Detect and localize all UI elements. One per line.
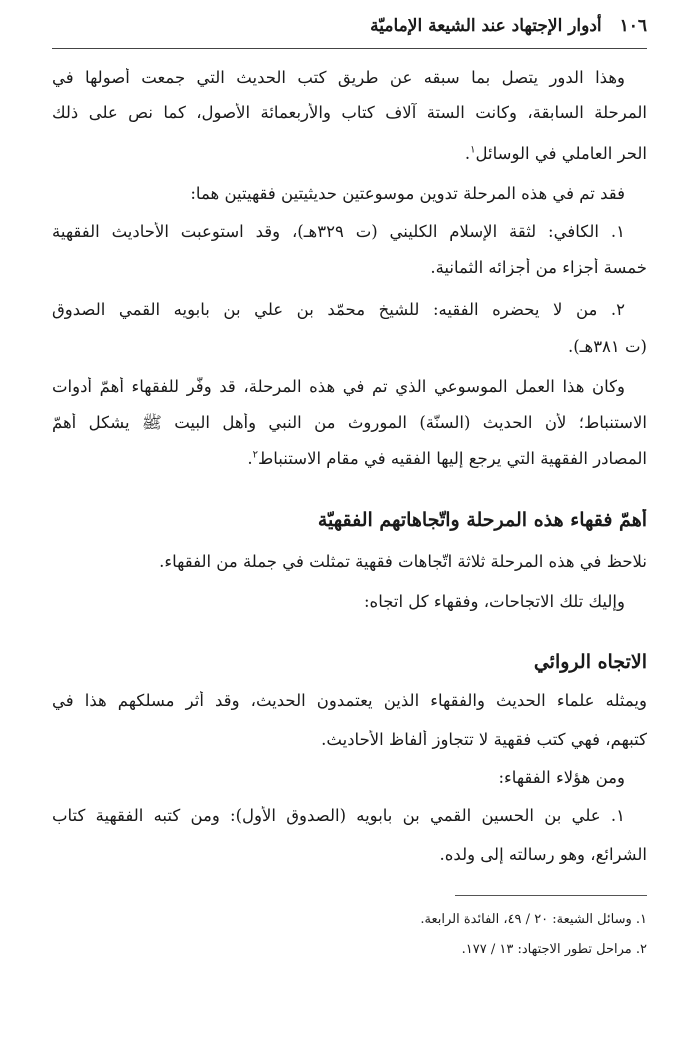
p3-line-1: وكان هذا العمل الموسوعي الذي تم في هذه المرحلة، قد وفّر للفقهاء أهمّ أدوات <box>52 377 625 396</box>
subsection-heading: الاتجاه الروائي <box>533 651 647 673</box>
p7: ومن هؤلاء الفقهاء: <box>498 768 625 787</box>
item2-line-1: ٢. من لا يحضره الفقيه: للشيخ محمّد بن علي بن بابويه القمي الصدوق <box>52 300 625 319</box>
item1-line-2: خمسة أجزاء من أجزائه الثمانية. <box>430 258 647 277</box>
p1-line-2: المرحلة السابقة، وكانت الستة آلاف كتاب والأربعمائة الأصول، كما نص على ذلك <box>52 103 647 122</box>
p1-line-3-text: الحر العاملي في الوسائل <box>475 144 647 163</box>
footnote-2: ٢. مراحل تطور الاجتهاد: ١٣ / ١٧٧. <box>461 942 647 957</box>
p4: نلاحظ في هذه المرحلة ثلاثة اتّجاهات فقهية تمثلت في جملة من الفقهاء. <box>159 552 647 571</box>
footnote-ref-2: ٢ <box>252 449 259 461</box>
item3-line-1: ١. علي بن الحسين القمي بن بابويه (الصدوق الأول): ومن كتبه الفقهية كتاب <box>52 806 625 825</box>
running-title: أدوار الإجتهاد عند الشيعة الإماميّة <box>370 16 602 36</box>
p5: وإليك تلك الاتجاحات، وفقهاء كل اتجاه: <box>363 592 625 611</box>
item2-line-2: (ت ٣٨١هـ). <box>567 337 647 356</box>
p1-line-1: وهذا الدور يتصل بما سبقه عن طريق كتب الحديث التي جمعت أصولها في <box>52 68 625 87</box>
item3-line-2: الشرائع، وهو رسالته إلى ولده. <box>439 845 647 864</box>
item1-line-1: ١. الكافي: لثقة الإسلام الكليني (ت ٣٢٩هـ)، وقد استوعبت الأحاديث الفقهية <box>52 222 625 241</box>
section-heading: أهمّ فقهاء هذه المرحلة واتّجاهاتهم الفقهيّة <box>317 509 647 531</box>
p3-line-2: الاستنباط؛ لأن الحديث (السنّة) الموروث من النبي وأهل البيت ﷺ يشكل أهمّ <box>52 413 647 432</box>
p6-line-1: ويمثله علماء الحديث والفقهاء الذين يعتمدون الحديث، وقد أثر مسلكهم هذا في <box>52 691 647 710</box>
running-header <box>52 16 647 46</box>
header-rule <box>52 48 647 49</box>
footnote-ref-1: ١ <box>470 144 476 156</box>
footnote-separator <box>455 895 647 896</box>
p1-line-3: الحر العاملي في الوسائل$^١$. <box>464 144 647 163</box>
p3-line-3: المصادر الفقهية التي يرجع إليها الفقيه في مقام الاستنباط$^٢$. <box>247 449 647 468</box>
p2: فقد تم في هذه المرحلة تدوين موسوعتين حديثيتين فقهيتين هما: <box>190 184 625 203</box>
page-number: ١٠٦ <box>619 16 647 36</box>
p6-line-2: كتبهم، فهي كتب فقهية لا تتجاوز ألفاظ الأحاديث. <box>321 730 647 749</box>
p3-line-3-text: المصادر الفقهية التي يرجع إليها الفقيه في مقام الاستنباط <box>258 449 647 468</box>
footnote-1: ١. وسائل الشيعة: ٢٠ / ٤٩، الفائدة الرابعة. <box>420 912 647 927</box>
